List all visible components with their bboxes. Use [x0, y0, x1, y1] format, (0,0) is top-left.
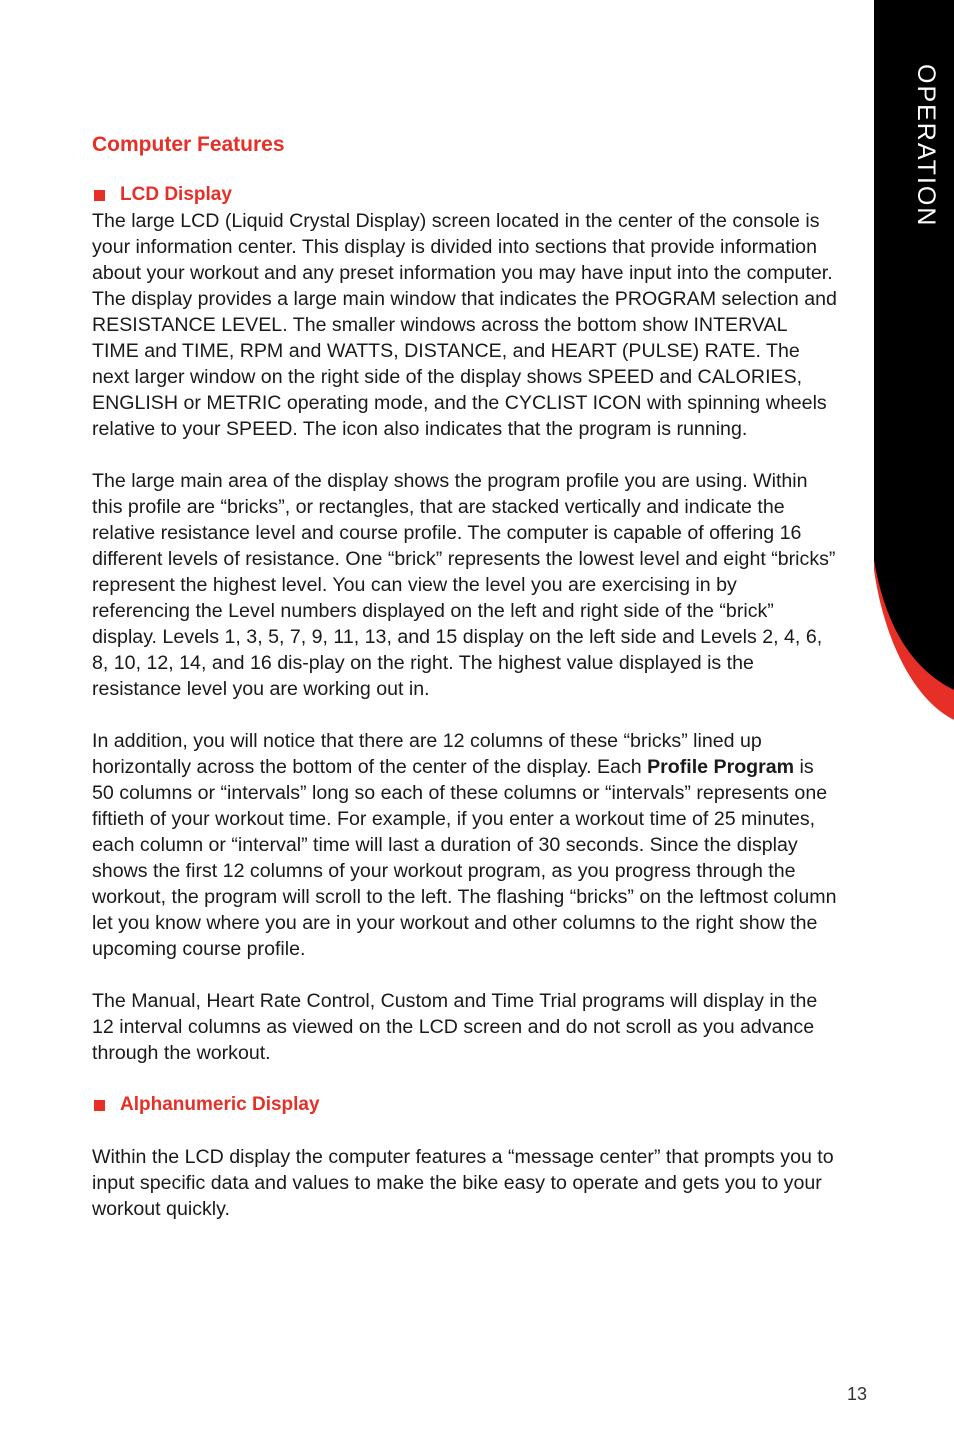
square-bullet-icon	[94, 190, 105, 201]
lcd-paragraph-3	[92, 728, 837, 962]
side-tab	[874, 0, 954, 720]
side-tab-label: OPERATION	[912, 64, 940, 228]
lcd-display-heading	[92, 182, 837, 208]
main-content	[92, 128, 837, 1222]
page-number: 13	[846, 1384, 867, 1404]
alphanumeric-display-heading-text: Alphanumeric Display	[120, 1094, 320, 1115]
lcd-paragraph-2: The large main area of the display shows the program profile you are using. Within this profile are “bricks”, or rectangles, that are stacked vertically and indicate the relative resistance level and course profile. The computer is capable of offering 16 different levels of resistance. One “brick” represents the lowest level and eight “bricks” represent the highest level. You can view the level you are exercising in by referencing the Level numbers displayed on the left and right side of the “brick” display. Levels 1, 3, 5, 7, 9, 11, 13, and 15 display on the left side and Levels 2, 4, 6, 8, 10, 12, 14, and 16 dis-play on the right. The highest value displayed is the resistance level you are working out in.	[92, 470, 836, 700]
alphanumeric-paragraph: Within the LCD display the computer features a “message center” that prompts you to input specific data and values to make the bike easy to operate and gets you to your workout quickly.	[92, 1146, 834, 1220]
lcd-paragraph-3-end: is 50 columns or “intervals” long so each of these columns or “intervals” represents one fiftieth of your workout time. For example, if you enter a workout time of 25 minutes, each column or “interval” time will last a duration of 30 seconds. Since the display shows the first 12 columns of your workout program, as you progress through the workout, the program will scroll to the left. The flashing “bricks” on the leftmost column let you know where you are in your workout and other columns to the right show the upcoming course profile.	[92, 756, 837, 960]
alphanumeric-display-heading	[92, 1092, 837, 1118]
profile-program-term: Profile Program	[647, 756, 795, 778]
lcd-paragraph-1: The large LCD (Liquid Crystal Display) screen located in the center of the console is your information center. This display is divided into sections that provide information about your workout and any preset information you may have input into the computer. The display provides a large main window that indicates the PROGRAM selection and RESISTANCE LEVEL. The smaller windows across the bottom show INTERVAL TIME and TIME, RPM and WATTS, DISTANCE, and HEART (PULSE) RATE. The next larger window on the right side of the display shows SPEED and CALORIES, ENGLISH or METRIC operating mode, and the CYCLIST ICON with spinning wheels relative to your SPEED. The icon also indicates that the program is running.	[92, 210, 837, 440]
lcd-paragraph-4: The Manual, Heart Rate Control, Custom and Time Trial programs will display in the 12 interval columns as viewed on the LCD screen and do not scroll as you advance through the workout.	[92, 990, 818, 1064]
section-title: Computer Features	[92, 133, 285, 156]
square-bullet-icon	[94, 1100, 105, 1111]
lcd-display-heading-text: LCD Display	[120, 184, 232, 205]
lcd-paragraph-3-start: In addition, you will notice that there are 12 columns of these “bricks” lined up horizontally across the bottom of the center of the display. Each	[92, 730, 762, 778]
